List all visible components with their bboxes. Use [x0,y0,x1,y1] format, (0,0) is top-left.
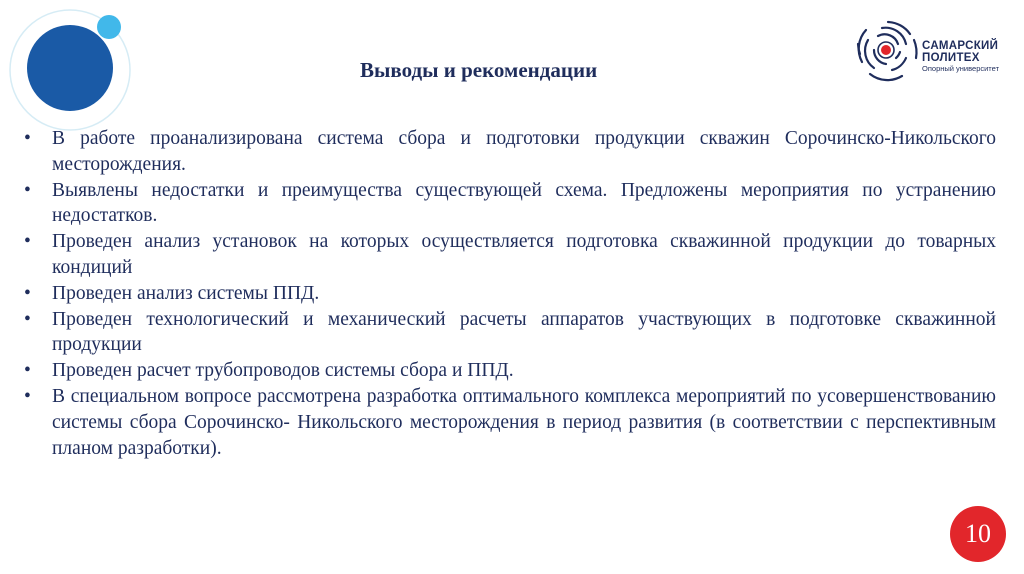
bullet-marker: • [24,360,31,382]
small-cyan-circle [97,15,121,39]
bullet-marker: • [24,179,31,201]
bullet-marker: • [24,231,31,253]
decorative-circles [0,0,140,140]
bullet-marker: • [24,308,31,330]
bullet-marker: • [24,282,31,304]
list-item [22,307,996,359]
list-item-text: Выявлены недостатки и преимущества существующей схема. Предложены мероприятия по устранению недостатков. [52,179,996,227]
list-item-text: Проведен технологический и механический расчеты аппаратов участвующих в подготовке скважинной продукции [52,308,996,356]
bullet-marker: • [24,385,31,407]
list-item-text: Проведен анализ установок на которых осуществляется подготовка скважинной продукции до товарных кондиций [52,231,996,278]
list-item [22,384,996,461]
slide-title: Выводы и рекомендации [360,58,598,82]
logo-name-line2: ПОЛИТЕХ [922,52,980,64]
list-item [22,178,996,230]
large-blue-circle [27,25,113,111]
list-item-text: В специальном вопросе рассмотрена разработка оптимального комплекса мероприятий по усовершенствованию системы сбора Сорочинско- Никольского месторождения в период развития (в соответствии с перспективным планом разработки). [52,385,996,459]
logo-tagline: Опорный университет [922,64,1000,73]
list-item [22,281,996,307]
list-item [22,358,996,384]
list-item-text: Проведен расчет трубопроводов системы сбора и ППД. [52,360,514,382]
list-item-text: В работе проанализирована система сбора и подготовки продукции скважин Сорочинско-Никольского месторождения. [52,128,996,175]
list-item-text: Проведен анализ системы ППД. [52,282,320,304]
logo-name-line1: САМАРСКИЙ [922,40,999,52]
conclusions-list [22,126,996,461]
bullet-marker: • [24,128,31,149]
logo-text [922,40,999,74]
page-number-badge: 10 [950,506,1006,562]
list-item [22,229,996,281]
list-item [22,126,996,178]
